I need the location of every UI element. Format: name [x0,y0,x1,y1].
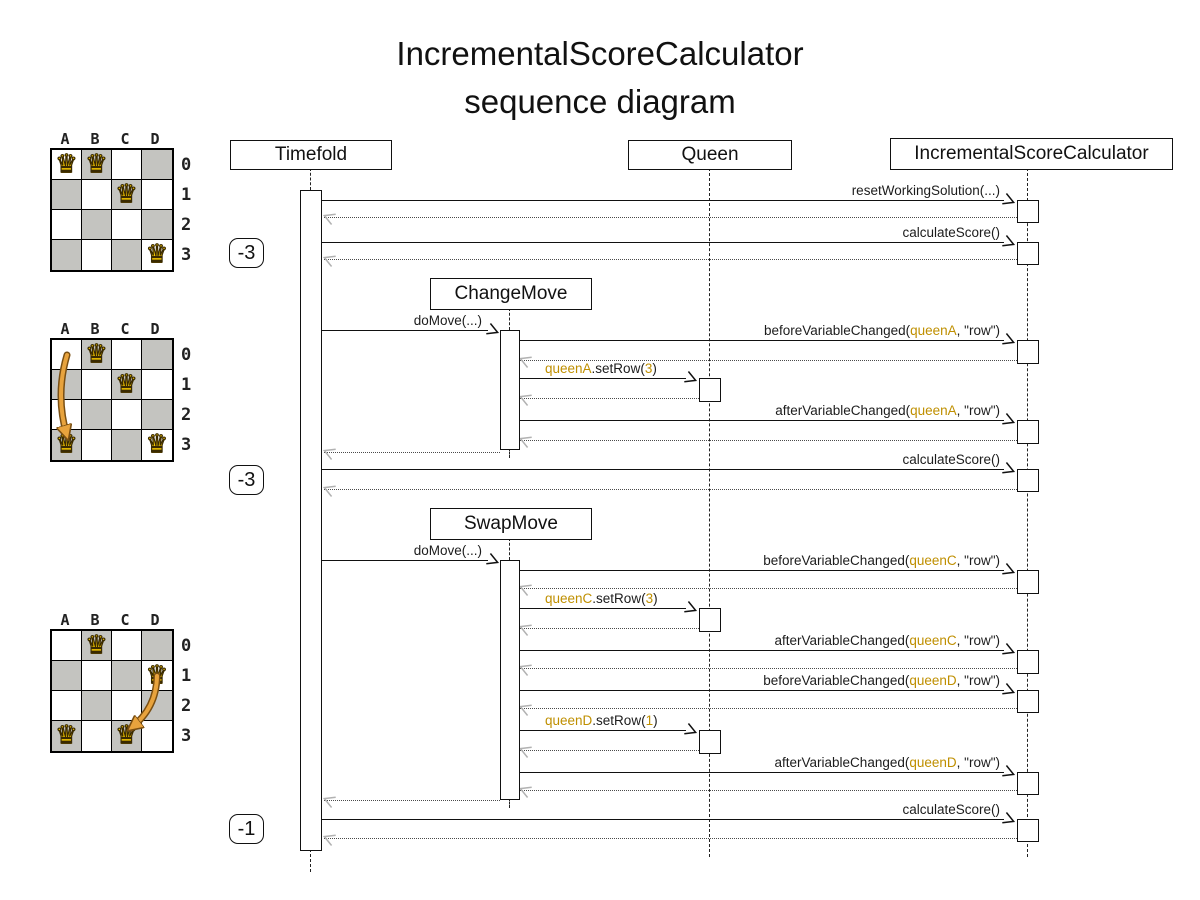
message-reset-working-solution: resetWorkingSolution(...) [851,183,1000,198]
message-calculate-score: calculateScore() [902,225,1000,240]
change-move-lifeline [509,308,510,330]
arrowhead-icon [1000,562,1018,579]
swap-move-label: SwapMove [464,513,558,534]
call-queen-a-set-row [518,378,686,379]
calculator-activation [1017,200,1039,223]
queen-icon: ♛ [85,148,108,178]
column-label: C [120,611,130,629]
queen-activation [699,730,721,754]
return-arrowhead-icon [320,251,338,268]
queen-activation [699,608,721,632]
board-column-labels [50,611,191,629]
calculator-activation [1017,340,1039,364]
chess-board-after-change-move [50,320,191,462]
column-label: D [150,130,160,148]
board-cell [82,400,112,430]
board-cell [52,240,82,270]
row-label: 3 [181,726,192,746]
board-cell [52,400,82,430]
row-label: 0 [181,155,192,175]
board-cell [142,240,172,270]
message-after-variable-changed-queen-c: afterVariableChanged(queenC, "row") [774,633,1000,648]
board-cell [52,340,82,370]
queen-icon: ♛ [85,629,108,659]
chess-board-after-swap-move [50,611,191,753]
calculator-lifeline [1027,168,1028,857]
arrowhead-icon [1000,682,1018,699]
board-cell [112,150,142,180]
arrowhead-icon [682,370,700,387]
return-line [520,588,1017,589]
call-calculate-score [322,242,1004,243]
board-row-labels [181,338,191,462]
column-label: A [60,320,70,338]
timefold-label: Timefold [274,144,348,165]
row-label: 0 [181,345,192,365]
message-queen-d-set-row: queenD.setRow(1) [545,713,658,728]
return-line [324,259,1017,260]
board-grid [50,338,174,462]
message-before-variable-changed-queen-c: beforeVariableChanged(queenC, "row") [763,553,1000,568]
return-line [520,790,1017,791]
return-line [520,398,699,399]
score-badge-initial: -3 [229,238,264,268]
board-cell [142,400,172,430]
row-label: 1 [181,185,192,205]
board-cell [52,721,82,751]
queen-icon: ♛ [55,429,78,458]
column-label: A [60,130,70,148]
change-move-activation-bar [500,330,520,450]
row-label: 3 [181,435,192,455]
calculator-activation [1017,242,1039,265]
swap-move-activation-bar [500,560,520,800]
board-cell [142,150,172,180]
page-title [200,30,1000,126]
queen-activation [699,378,721,402]
lifeline-header-timefold [230,140,392,170]
queen-icon: ♛ [55,148,78,178]
call-do-move [322,560,488,561]
message-before-variable-changed-queen-a: beforeVariableChanged(queenA, "row") [764,323,1000,338]
message-calculate-score: calculateScore() [902,802,1000,817]
calculator-activation [1017,420,1039,444]
column-label: B [90,611,100,629]
column-label: B [90,320,100,338]
board-cell [52,370,82,400]
arrowhead-icon [1000,461,1018,478]
board-cell [52,661,82,691]
board-cell [52,210,82,240]
return-arrowhead-icon [320,209,338,226]
board-cell [112,430,142,460]
board-cell [112,240,142,270]
score-badge-after-change-move: -3 [229,465,264,495]
board-cell [82,691,112,721]
calculator-activation [1017,690,1039,713]
return-line-do-move [324,800,500,801]
board-cell [52,691,82,721]
board-cell [142,721,172,751]
calculator-label: IncrementalScoreCalculator [914,143,1149,164]
return-line [520,628,699,629]
board-cell [82,210,112,240]
arrowhead-icon [1000,332,1018,349]
queen-icon: ♛ [145,429,169,458]
calculator-activation [1017,772,1039,795]
lifeline-header-calculator [890,138,1173,170]
return-line-do-move [324,452,500,453]
board-cell [82,370,112,400]
row-label: 2 [181,405,192,425]
return-arrowhead-icon [320,830,338,847]
return-arrowhead-icon [320,444,338,461]
return-line [520,750,699,751]
call-before-variable-changed-queen-d [518,690,1004,691]
timefold-lifeline [310,168,311,190]
chess-board-initial [50,130,191,272]
board-cell [142,180,172,210]
timefold-activation-bar [300,190,322,851]
message-do-move: doMove(...) [413,313,482,328]
queen-icon: ♛ [145,239,169,268]
call-calculate-score [322,819,1004,820]
timefold-lifeline [310,849,311,872]
call-queen-c-set-row [518,608,686,609]
swap-move-lifeline [509,538,510,560]
message-before-variable-changed-queen-d: beforeVariableChanged(queenD, "row") [763,673,1000,688]
board-cell [142,210,172,240]
arrowhead-icon [1000,764,1018,781]
call-after-variable-changed-queen-c [518,650,1004,651]
board-cell [112,370,142,400]
call-after-variable-changed-queen-a [518,420,1004,421]
board-cell [82,430,112,460]
arrowhead-icon [1000,234,1018,251]
row-label: 3 [181,245,192,265]
title-line-1: IncrementalScoreCalculator [396,35,804,72]
board-cell [82,150,112,180]
call-before-variable-changed-queen-c [518,570,1004,571]
queen-label: Queen [681,144,739,165]
change-move-label: ChangeMove [454,283,568,304]
row-label: 0 [181,636,192,656]
call-do-move [322,330,488,331]
column-label: C [120,130,130,148]
arrowhead-icon [1000,412,1018,429]
board-cell [52,430,82,460]
board-cell [82,661,112,691]
call-after-variable-changed-queen-d [518,772,1004,773]
row-label: 1 [181,666,192,686]
arrowhead-icon [1000,642,1018,659]
board-cell [82,721,112,751]
board-cell [142,691,172,721]
board-cell [142,430,172,460]
board-grid [50,148,174,272]
message-do-move: doMove(...) [413,543,482,558]
board-cell [52,631,82,661]
lifeline-header-change-move [430,278,592,310]
row-label: 1 [181,375,192,395]
board-column-labels [50,320,191,338]
score-badge-after-swap-move: -1 [229,814,264,844]
board-cell [82,631,112,661]
column-label: C [120,320,130,338]
return-line [520,440,1017,441]
board-row-labels [181,148,191,272]
board-cell [112,661,142,691]
return-line [324,217,1017,218]
board-cell [112,631,142,661]
calculator-activation [1017,819,1039,842]
arrowhead-icon [682,722,700,739]
board-cell [82,340,112,370]
column-label: D [150,320,160,338]
column-label: A [60,611,70,629]
board-cell [112,340,142,370]
arrowhead-icon [1000,192,1018,209]
board-cell [112,180,142,210]
return-arrowhead-icon [320,481,338,498]
queen-icon: ♛ [115,178,138,208]
calculator-activation [1017,469,1039,492]
queen-icon: ♛ [145,659,169,689]
title-line-2: sequence diagram [464,83,736,120]
board-cell [142,631,172,661]
return-arrowhead-icon [320,792,338,809]
board-cell [112,210,142,240]
message-after-variable-changed-queen-d: afterVariableChanged(queenD, "row") [774,755,1000,770]
board-grid [50,629,174,753]
board-cell [112,400,142,430]
row-label: 2 [181,215,192,235]
column-label: D [150,611,160,629]
board-cell [142,370,172,400]
queen-icon: ♛ [115,368,138,398]
board-cell [112,691,142,721]
board-cell [52,150,82,180]
calculator-activation [1017,570,1039,594]
queen-icon: ♛ [115,720,138,749]
return-line [520,668,1017,669]
board-cell [52,180,82,210]
lifeline-header-queen [628,140,792,170]
board-cell [82,240,112,270]
message-after-variable-changed-queen-a: afterVariableChanged(queenA, "row") [775,403,1000,418]
arrowhead-icon [1000,811,1018,828]
message-queen-a-set-row: queenA.setRow(3) [545,361,657,376]
return-line [520,708,1017,709]
message-queen-c-set-row: queenC.setRow(3) [545,591,658,606]
call-reset-working-solution [322,200,1004,201]
board-cell [82,180,112,210]
row-label: 2 [181,696,192,716]
queen-icon: ♛ [85,338,108,368]
board-cell [112,721,142,751]
lifeline-header-swap-move [430,508,592,540]
arrowhead-icon [682,600,700,617]
return-line [324,838,1017,839]
return-line [324,489,1017,490]
board-cell [142,661,172,691]
call-calculate-score [322,469,1004,470]
column-label: B [90,130,100,148]
board-row-labels [181,629,191,753]
board-cell [142,340,172,370]
queen-icon: ♛ [55,720,78,749]
board-column-labels [50,130,191,148]
message-calculate-score: calculateScore() [902,452,1000,467]
calculator-activation [1017,650,1039,674]
call-before-variable-changed-queen-a [518,340,1004,341]
call-queen-d-set-row [518,730,686,731]
